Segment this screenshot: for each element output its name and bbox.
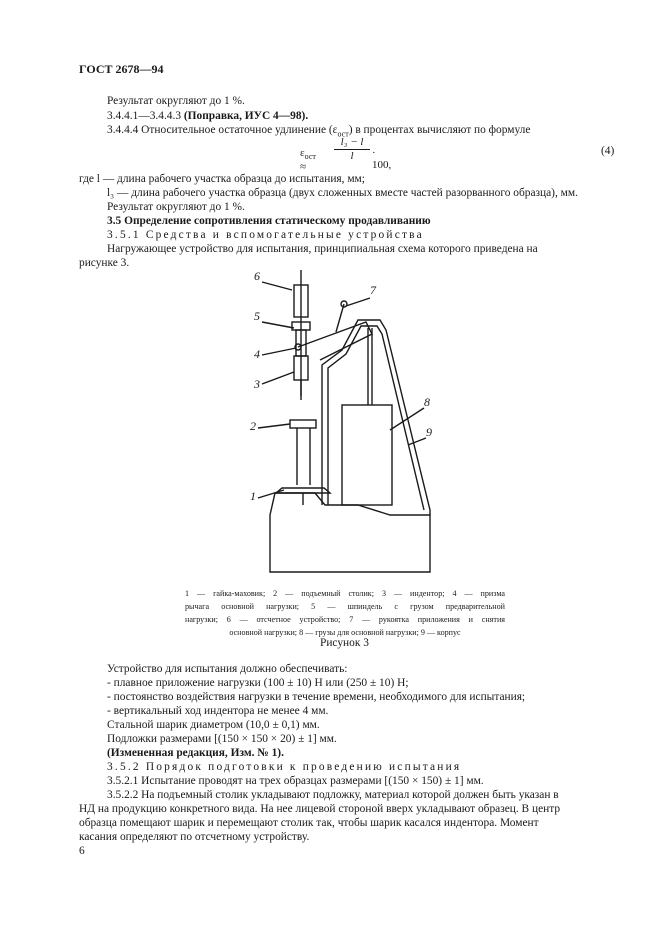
list-item: - плавное приложение нагрузки (100 ± 10) Н или (250 ± 10) Н; bbox=[107, 677, 409, 689]
standard-header: ГОСТ 2678—94 bbox=[79, 62, 164, 76]
text-line bbox=[107, 123, 530, 141]
lever bbox=[298, 322, 372, 360]
leader-9 bbox=[408, 438, 426, 445]
denominator: l bbox=[350, 150, 354, 162]
caption-line: нагрузки; 6 — отсчетное устройство; 7 — рукоятка приложения и снятия bbox=[185, 615, 505, 624]
label-5: 5 bbox=[254, 309, 260, 323]
caption-line: 1 — гайка-маховик; 2 — подъемный столик; 3 — индентор; 4 — призма bbox=[185, 589, 505, 598]
figure-caption bbox=[185, 587, 505, 639]
leader-7 bbox=[346, 298, 370, 306]
leader-8 bbox=[390, 408, 424, 430]
text-line: Стальной шарик диаметром (10,0 ± 0,1) мм. bbox=[107, 719, 320, 731]
text-line: Результат округляют до 1 %. bbox=[107, 201, 245, 213]
list-item: - вертикальный ход индентора не менее 4 мм. bbox=[107, 705, 329, 717]
numerator: l₃ − l bbox=[334, 136, 370, 150]
subscript: ост bbox=[337, 129, 349, 139]
leader-1 bbox=[258, 490, 284, 498]
label-1: 1 bbox=[250, 489, 256, 503]
leader-4 bbox=[262, 348, 296, 355]
text-line: образца помещают шарик и перемещают столик так, чтобы шарик касался индентора. Момент bbox=[79, 817, 539, 829]
text-line: l₃ — длина рабочего участка образца (двух сложенных вместе частей разорванного образца), мм. bbox=[107, 187, 578, 199]
text-span: 3.4.4.4 Относительное остаточное удлинение (ε bbox=[107, 124, 338, 136]
figure-title: Рисунок 3 bbox=[320, 637, 369, 649]
section-heading: 3.5 Определение сопротивления статическому продавливанию bbox=[107, 215, 431, 227]
text-span: ) в процентах вычисляют по формуле bbox=[348, 124, 531, 136]
text-line: касания определяют по отсчетному устройству. bbox=[79, 831, 310, 843]
label-6: 6 bbox=[254, 269, 260, 283]
label-2: 2 bbox=[250, 419, 256, 433]
clause-ref: 3.4.4.1—3.4.4.3 bbox=[107, 110, 184, 122]
text-line: Нагружающее устройство для испытания, принципиальная схема которого приведена на bbox=[107, 243, 538, 255]
table-plate bbox=[290, 420, 316, 428]
text-line: Подложки размерами [(150 × 150 × 20) ± 1] мм. bbox=[107, 733, 337, 745]
handle bbox=[336, 304, 344, 332]
formula-lhs bbox=[300, 147, 316, 173]
leader-5 bbox=[262, 322, 294, 328]
text-line: НД на продукцию конкретного вида. На нее лицевой стороной вверх укладывают образец. В центр bbox=[79, 803, 561, 815]
subscript: ост bbox=[304, 152, 316, 162]
epsilon: ε bbox=[300, 147, 305, 159]
leader-6 bbox=[262, 282, 292, 290]
amendment-note: (Измененная редакция, Изм. № 1). bbox=[107, 747, 284, 759]
label-4: 4 bbox=[254, 347, 260, 361]
text-line: Устройство для испытания должно обеспечивать: bbox=[107, 663, 348, 675]
frame-outline bbox=[322, 320, 430, 515]
text-line: 3.5.2.2 На подъемный столик укладывают подложку, материал которой должен быть указан в bbox=[107, 789, 559, 801]
subsection-heading: 3.5.2 Порядок подготовки к проведению испытания bbox=[107, 761, 462, 773]
equation-number: (4) bbox=[601, 145, 615, 157]
amendment-note: (Поправка, ИУС 4—98). bbox=[183, 110, 309, 122]
subsection-heading: 3.5.1 Средства и вспомогательные устройства bbox=[107, 229, 424, 241]
leader-2 bbox=[258, 424, 290, 428]
text-line: 3.5.2.1 Испытание проводят на трех образцах размерами [(150 × 150) ± 1] мм. bbox=[107, 775, 484, 787]
label-3: 3 bbox=[254, 377, 260, 391]
caption-line: рычага основной нагрузки; 5 — шпиндель с грузом предварительной bbox=[185, 602, 505, 611]
leader-3 bbox=[262, 372, 294, 384]
formula-rest: · 100, bbox=[372, 147, 392, 171]
page-number: 6 bbox=[79, 845, 85, 857]
text-line bbox=[107, 109, 308, 123]
text-line: рисунке 3. bbox=[79, 257, 130, 269]
label-7: 7 bbox=[370, 283, 376, 297]
text-line: Результат округляют до 1 %. bbox=[107, 95, 245, 107]
approx-sign: ≈ bbox=[300, 161, 307, 174]
weights bbox=[342, 405, 392, 505]
text-line: где l — длина рабочего участка образца до испытания, мм; bbox=[79, 173, 365, 185]
figure-3-diagram bbox=[240, 260, 440, 580]
label-9: 9 bbox=[426, 425, 432, 439]
fraction bbox=[334, 136, 370, 162]
caption-line: основной нагрузки; 8 — грузы для основной нагрузки; 9 — корпус bbox=[229, 628, 461, 637]
label-8: 8 bbox=[424, 395, 430, 409]
list-item: - постоянство воздействия нагрузки в течение времени, необходимого для испытания; bbox=[107, 691, 526, 703]
